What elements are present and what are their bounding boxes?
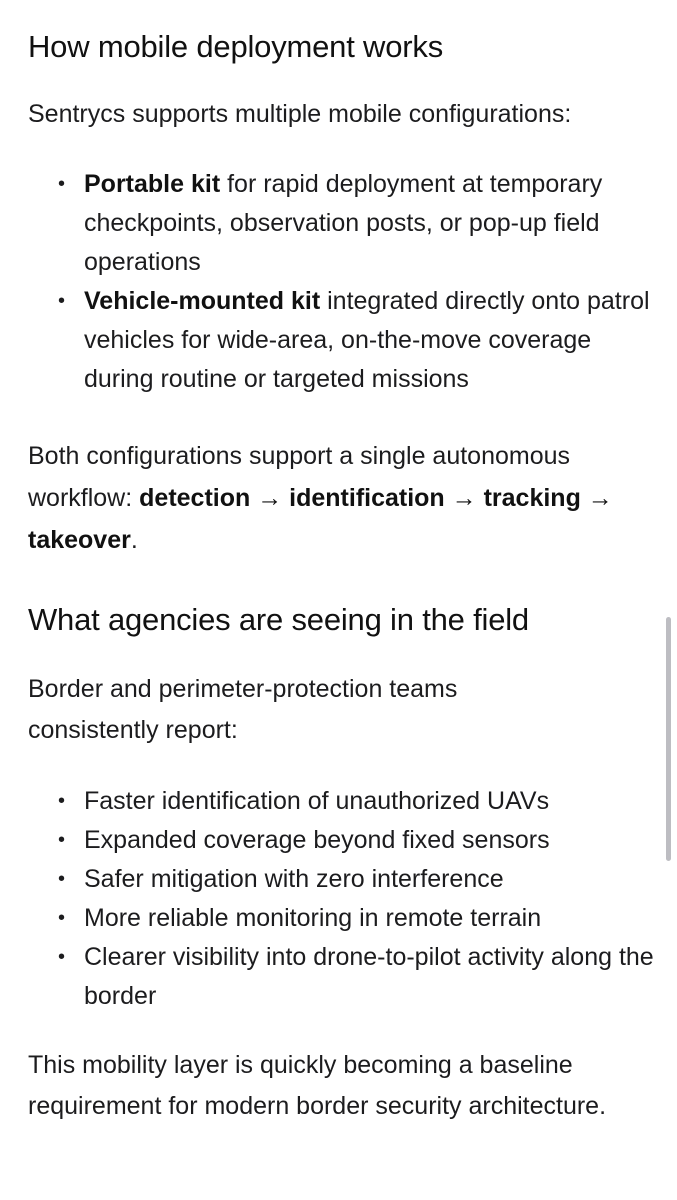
list-item-result [28, 782, 658, 821]
item-text-portable-kit: for rapid deployment at temporary checkpoints, observation posts, or pop-up field operations [84, 170, 603, 276]
closing-paragraph: This mobility layer is quickly becoming a baseline requirement for modern border security architecture. [28, 1051, 607, 1120]
bullet-glyph: • [58, 829, 66, 851]
result-text: Safer mitigation with zero interference [84, 865, 504, 893]
result-text: More reliable monitoring in remote terrain [84, 904, 542, 932]
bullet-glyph: • [58, 290, 66, 312]
bullet-glyph: • [58, 868, 66, 890]
list-item-result [28, 899, 658, 938]
list-item-result [28, 860, 658, 899]
workflow-prefix: Both configurations support a single autonomous workflow: [28, 442, 571, 512]
result-text: Expanded coverage beyond fixed sensors [84, 826, 550, 854]
result-text: Faster identification of unauthorized UAVs [84, 787, 550, 815]
section-heading-mobile-deployment: How mobile deployment works [28, 29, 443, 64]
workflow-paragraph [28, 435, 648, 561]
list-item-result [28, 821, 658, 860]
workflow-steps: detection → identification → tracking → takeover [28, 484, 613, 554]
configuration-list [28, 165, 658, 399]
section-heading-agencies: What agencies are seeing in the field [28, 602, 529, 637]
section-intro-teams-report: Border and perimeter-protection teams consistently report: [28, 675, 458, 744]
list-item-result [28, 938, 658, 1016]
vertical-scrollbar[interactable] [666, 617, 671, 861]
section-intro-configurations: Sentrycs supports multiple mobile configurations: [28, 100, 572, 128]
item-title-portable-kit: Portable kit [84, 170, 221, 198]
bullet-glyph: • [58, 907, 66, 929]
item-title-vehicle-mounted-kit: Vehicle-mounted kit [84, 287, 321, 315]
result-text: Clearer visibility into drone-to-pilot activity along the border [84, 943, 654, 1010]
item-text-vehicle-mounted-kit: integrated directly onto patrol vehicles for wide-area, on-the-move coverage during routine or targeted missions [84, 287, 650, 393]
bullet-glyph: • [58, 790, 66, 812]
workflow-suffix: . [130, 526, 138, 554]
bullet-glyph: • [58, 946, 66, 968]
bullet-glyph: • [58, 173, 66, 195]
list-item-portable-kit [28, 165, 658, 282]
list-item-vehicle-mounted-kit [28, 282, 658, 399]
field-results-list [28, 782, 658, 1016]
